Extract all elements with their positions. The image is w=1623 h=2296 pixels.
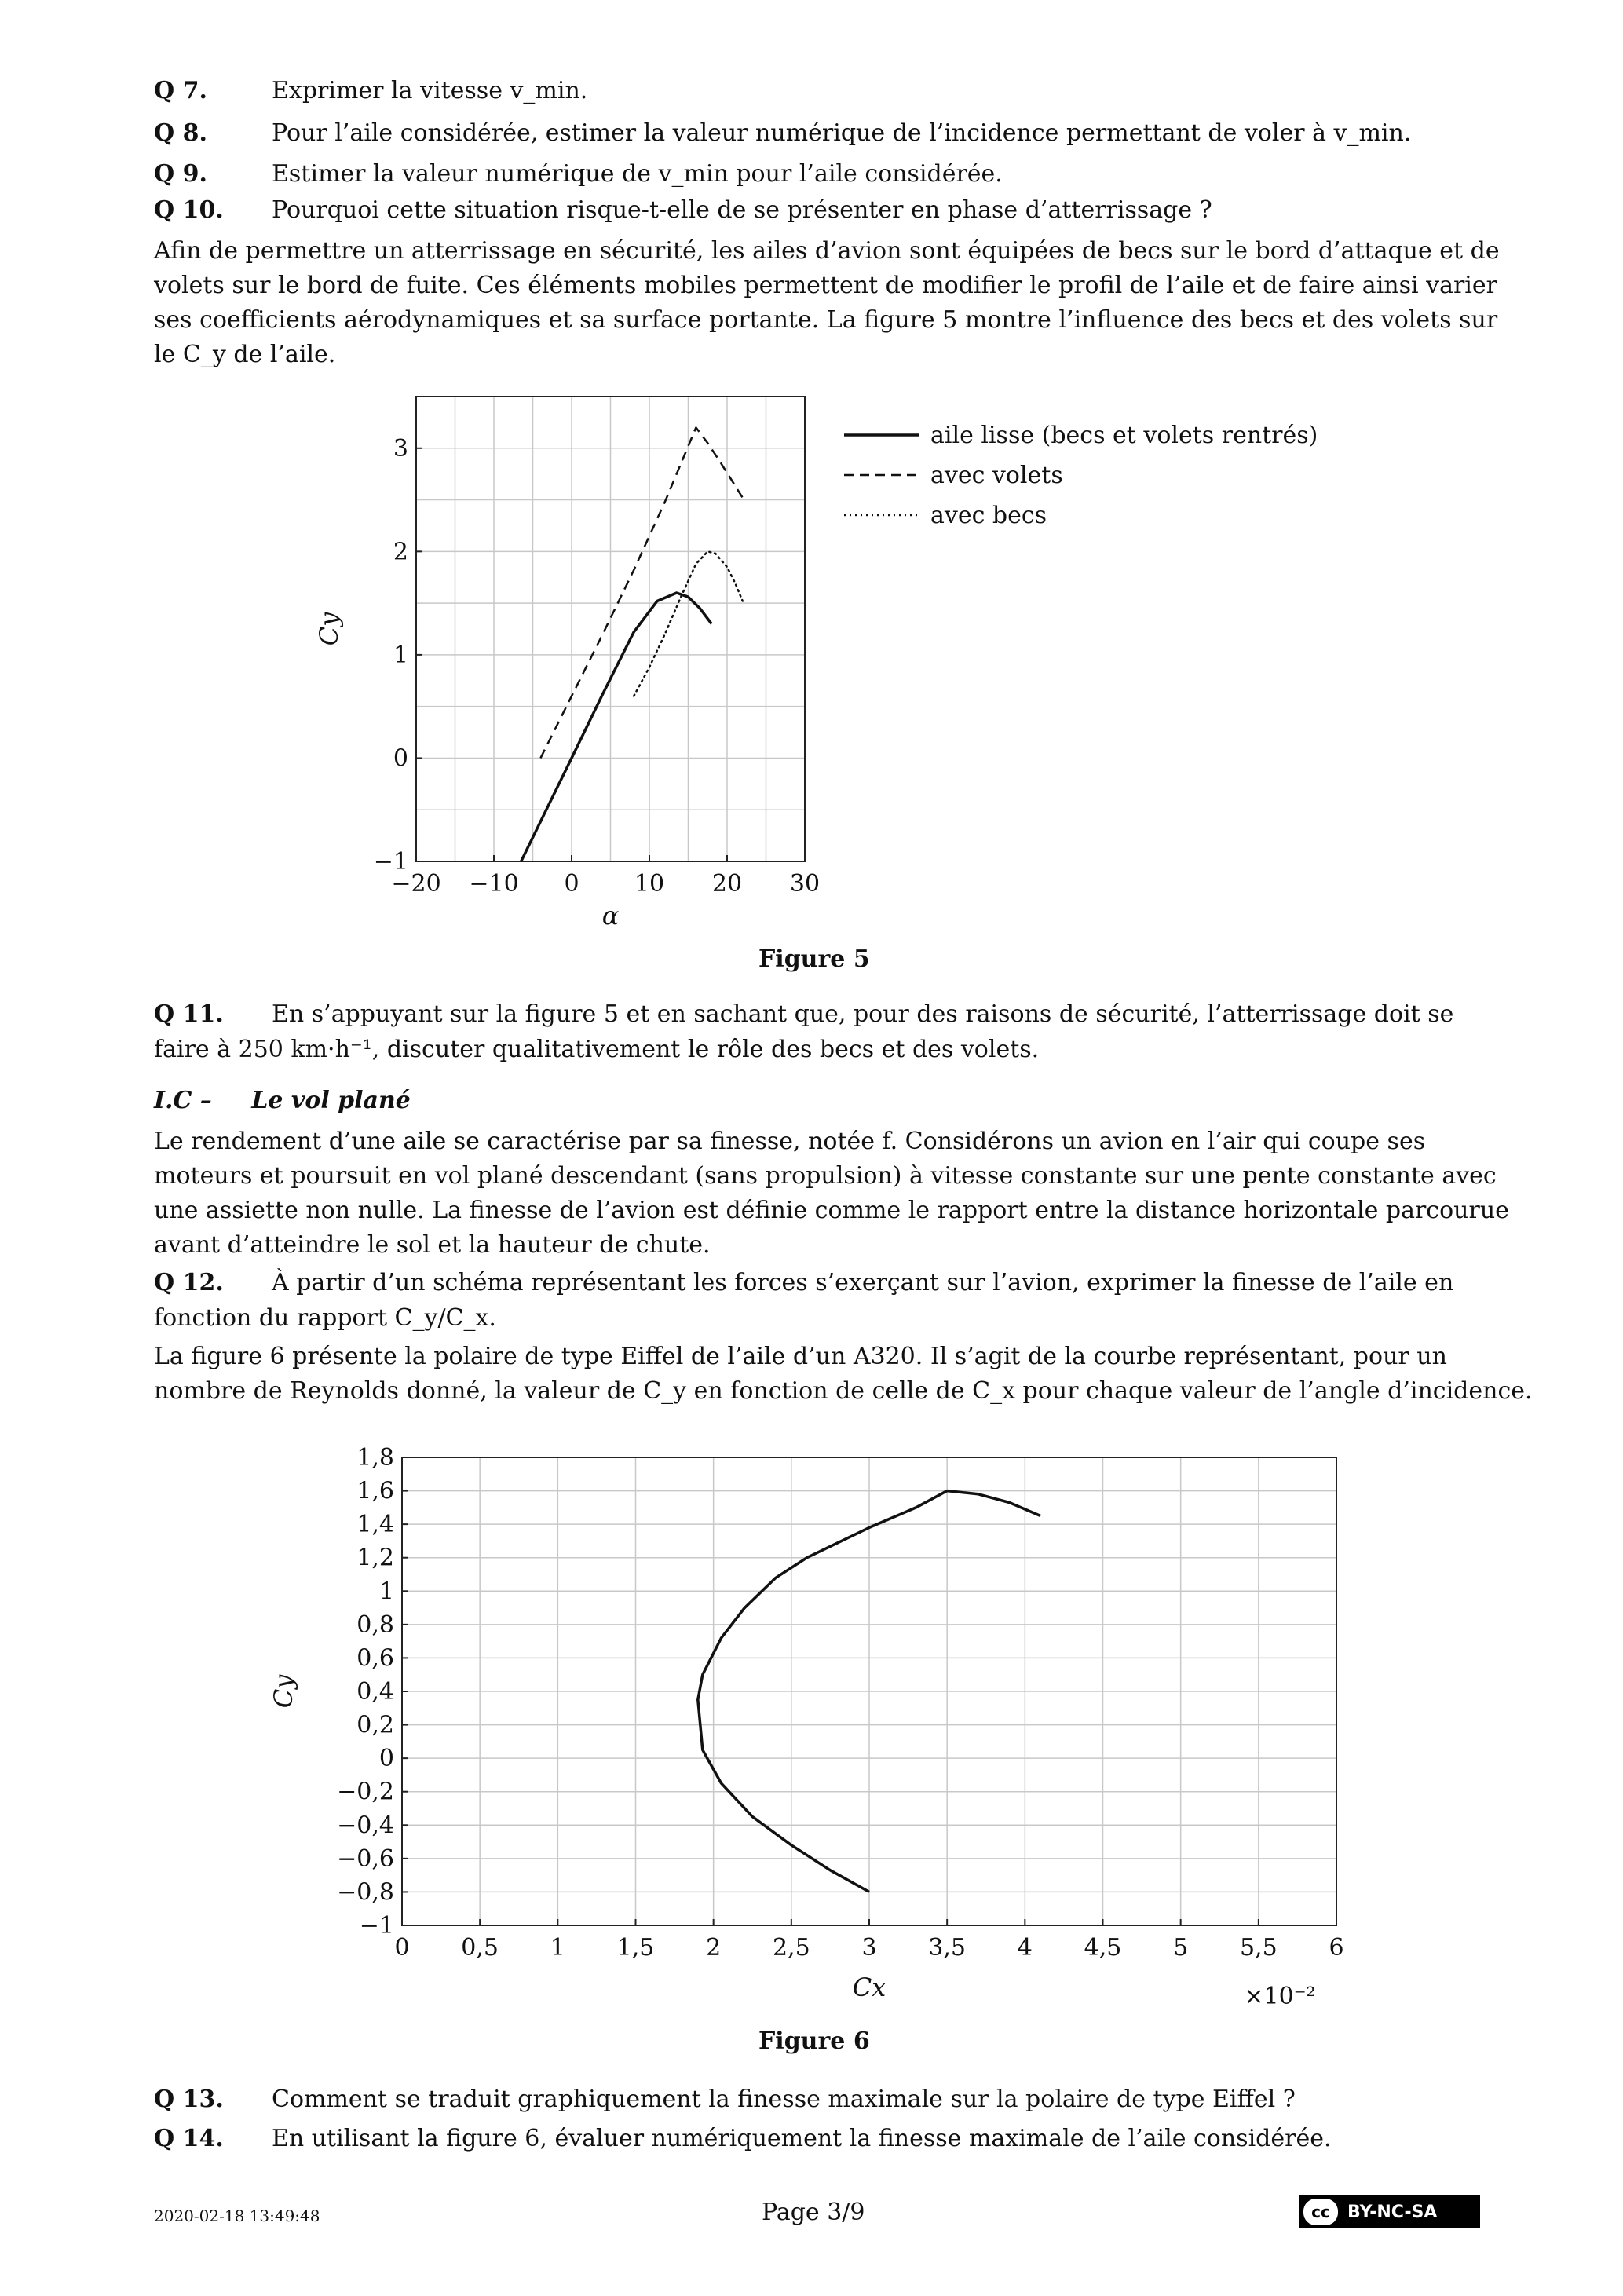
y-tick-label: −0,2 bbox=[337, 1778, 394, 1806]
figure-6-caption: Figure 6 bbox=[758, 2027, 870, 2055]
y-axis-label: Cy bbox=[269, 1674, 298, 1709]
paragraph-line: volets sur le bord de fuite. Ces éléments mobiles permettent de modifier le profil de l’aile et de faire ainsi varier bbox=[154, 272, 1497, 299]
y-tick-label: 1,8 bbox=[356, 1444, 394, 1472]
y-tick-label: 1 bbox=[378, 1578, 394, 1606]
paragraph-line: le C_y de l’aile. bbox=[154, 341, 336, 368]
x-tick-label: 3 bbox=[861, 1934, 877, 1961]
x-tick-label: −10 bbox=[469, 870, 519, 898]
question-text: Exprimer la vitesse v_min. bbox=[272, 77, 588, 104]
x-tick-label: 1 bbox=[550, 1934, 565, 1961]
x-tick-label: 1,5 bbox=[616, 1934, 655, 1961]
x-tick-label: 20 bbox=[711, 870, 743, 898]
question-text: En s’appuyant sur la figure 5 et en sachant que, pour des raisons de sécurité, l’atterrissage doit se bbox=[272, 1000, 1454, 1028]
x-tick-label: −20 bbox=[391, 870, 441, 898]
y-tick-label: −1 bbox=[359, 1912, 394, 1940]
y-tick-label: −0,8 bbox=[337, 1878, 394, 1907]
question-text: Comment se traduit graphiquement la finesse maximale sur la polaire de type Eiffel ? bbox=[272, 2086, 1296, 2113]
paragraph-line: nombre de Reynolds donné, la valeur de C_y en fonction de celle de C_x pour chaque valeur de l’angle d’incidence. bbox=[154, 1377, 1533, 1405]
x-tick-label: 0 bbox=[394, 1934, 410, 1961]
section-title: Le vol plané bbox=[251, 1087, 411, 1114]
paragraph-line: moteurs et poursuit en vol plané descendant (sans propulsion) à vitesse constante sur une pente constante avec bbox=[154, 1162, 1497, 1190]
license-label: BY-NC-SA bbox=[1347, 2202, 1438, 2222]
cc-license-badge bbox=[1299, 2195, 1480, 2228]
intro-paragraph bbox=[154, 234, 1500, 372]
question-text-continued: faire à 250 km·h⁻¹, discuter qualitativement le rôle des becs et des volets. bbox=[154, 1036, 1040, 1063]
question-number: Q 12. bbox=[154, 1269, 224, 1296]
question-text: En utilisant la figure 6, évaluer numériquement la finesse maximale de l’aile considérée. bbox=[272, 2125, 1332, 2152]
question-text: Pour l’aile considérée, estimer la valeur numérique de l’incidence permettant de voler à v_min. bbox=[272, 119, 1412, 147]
question-number: Q 11. bbox=[154, 1000, 224, 1028]
x-tick-label: 2 bbox=[706, 1934, 722, 1961]
legend-label: aile lisse (becs et volets rentrés) bbox=[930, 422, 1318, 449]
legend-label: avec becs bbox=[930, 502, 1047, 529]
figure-6-chart bbox=[267, 1429, 1366, 2026]
x-tick-label: 4,5 bbox=[1084, 1934, 1122, 1961]
y-tick-label: 1,4 bbox=[356, 1511, 394, 1539]
y-tick-label: −0,6 bbox=[337, 1844, 394, 1873]
y-tick-label: 0,2 bbox=[356, 1711, 394, 1739]
polar-paragraph bbox=[154, 1340, 1533, 1409]
question-number: Q 7. bbox=[154, 77, 207, 104]
y-tick-label: 0 bbox=[378, 1745, 394, 1773]
paragraph-line: une assiette non nulle. La finesse de l’avion est définie comme le rapport entre la distance horizontale parcourue bbox=[154, 1197, 1509, 1224]
section-heading bbox=[154, 1087, 411, 1114]
question-text: À partir d’un schéma représentant les forces s’exerçant sur l’avion, exprimer la finesse de l’aile en bbox=[272, 1269, 1454, 1296]
question-number: Q 8. bbox=[154, 119, 207, 147]
question-text: Pourquoi cette situation risque-t-elle de se présenter en phase d’atterrissage ? bbox=[272, 196, 1212, 224]
y-tick-label: 0,4 bbox=[356, 1678, 394, 1706]
y-tick-label: 0 bbox=[393, 744, 408, 773]
x-axis-label: Cx bbox=[852, 1972, 886, 2002]
y-tick-label: 1,2 bbox=[356, 1544, 394, 1572]
legend-label: avec volets bbox=[930, 462, 1063, 489]
x-axis-multiplier: ×10⁻² bbox=[1244, 1983, 1316, 2010]
figure-5-caption: Figure 5 bbox=[758, 945, 870, 973]
y-axis-label: Cy bbox=[314, 612, 344, 646]
x-tick-label: 5,5 bbox=[1239, 1934, 1278, 1961]
x-tick-label: 6 bbox=[1329, 1934, 1344, 1961]
question-text-continued: fonction du rapport C_y/C_x. bbox=[154, 1304, 496, 1332]
y-tick-label: 0,6 bbox=[356, 1644, 394, 1673]
glide-paragraph bbox=[154, 1124, 1509, 1263]
question-number: Q 10. bbox=[154, 196, 224, 224]
series-line-dashed bbox=[540, 428, 742, 759]
x-tick-label: 0 bbox=[564, 870, 579, 898]
question-number: Q 14. bbox=[154, 2125, 224, 2152]
figure-5-chart bbox=[298, 385, 1366, 934]
x-tick-label: 3,5 bbox=[928, 1934, 967, 1961]
x-tick-label: 0,5 bbox=[461, 1934, 499, 1961]
y-tick-label: 0,8 bbox=[356, 1610, 394, 1639]
paragraph-line: La figure 6 présente la polaire de type Eiffel de l’aile d’un A320. Il s’agit de la courbe représentant, pour un bbox=[154, 1343, 1447, 1370]
x-tick-label: 5 bbox=[1173, 1934, 1189, 1961]
y-tick-label: 1 bbox=[393, 641, 408, 669]
paragraph-line: avant d’atteindre le sol et la hauteur de chute. bbox=[154, 1231, 711, 1259]
x-tick-label: 2,5 bbox=[772, 1934, 810, 1961]
x-tick-label: 30 bbox=[789, 870, 821, 898]
footer-date: 2020-02-18 13:49:48 bbox=[154, 2206, 320, 2225]
cc-icon: cc bbox=[1303, 2199, 1338, 2225]
paragraph-line: Afin de permettre un atterrissage en sécurité, les ailes d’avion sont équipées de becs sur le bord d’attaque et de bbox=[154, 237, 1500, 265]
series-line-solid bbox=[521, 593, 712, 861]
section-label: I.C – bbox=[154, 1087, 212, 1114]
x-tick-label: 4 bbox=[1017, 1934, 1033, 1961]
x-tick-label: 10 bbox=[634, 870, 665, 898]
paragraph-line: ses coefficients aérodynamiques et sa surface portante. La figure 5 montre l’influence des becs et des volets sur bbox=[154, 306, 1498, 334]
page-number: Page 3/9 bbox=[762, 2199, 865, 2226]
y-tick-label: 1,6 bbox=[356, 1477, 394, 1505]
question-text: Estimer la valeur numérique de v_min pour l’aile considérée. bbox=[272, 160, 1003, 188]
x-axis-label: α bbox=[601, 901, 620, 930]
y-tick-label: 2 bbox=[393, 538, 408, 566]
question-number: Q 13. bbox=[154, 2086, 224, 2113]
y-tick-label: −0,4 bbox=[337, 1812, 394, 1840]
question-number: Q 9. bbox=[154, 160, 207, 188]
y-tick-label: −1 bbox=[373, 848, 408, 876]
paragraph-line: Le rendement d’une aile se caractérise par sa finesse, notée f. Considérons un avion en l’air qui coupe ses bbox=[154, 1128, 1426, 1155]
y-tick-label: 3 bbox=[393, 434, 408, 462]
